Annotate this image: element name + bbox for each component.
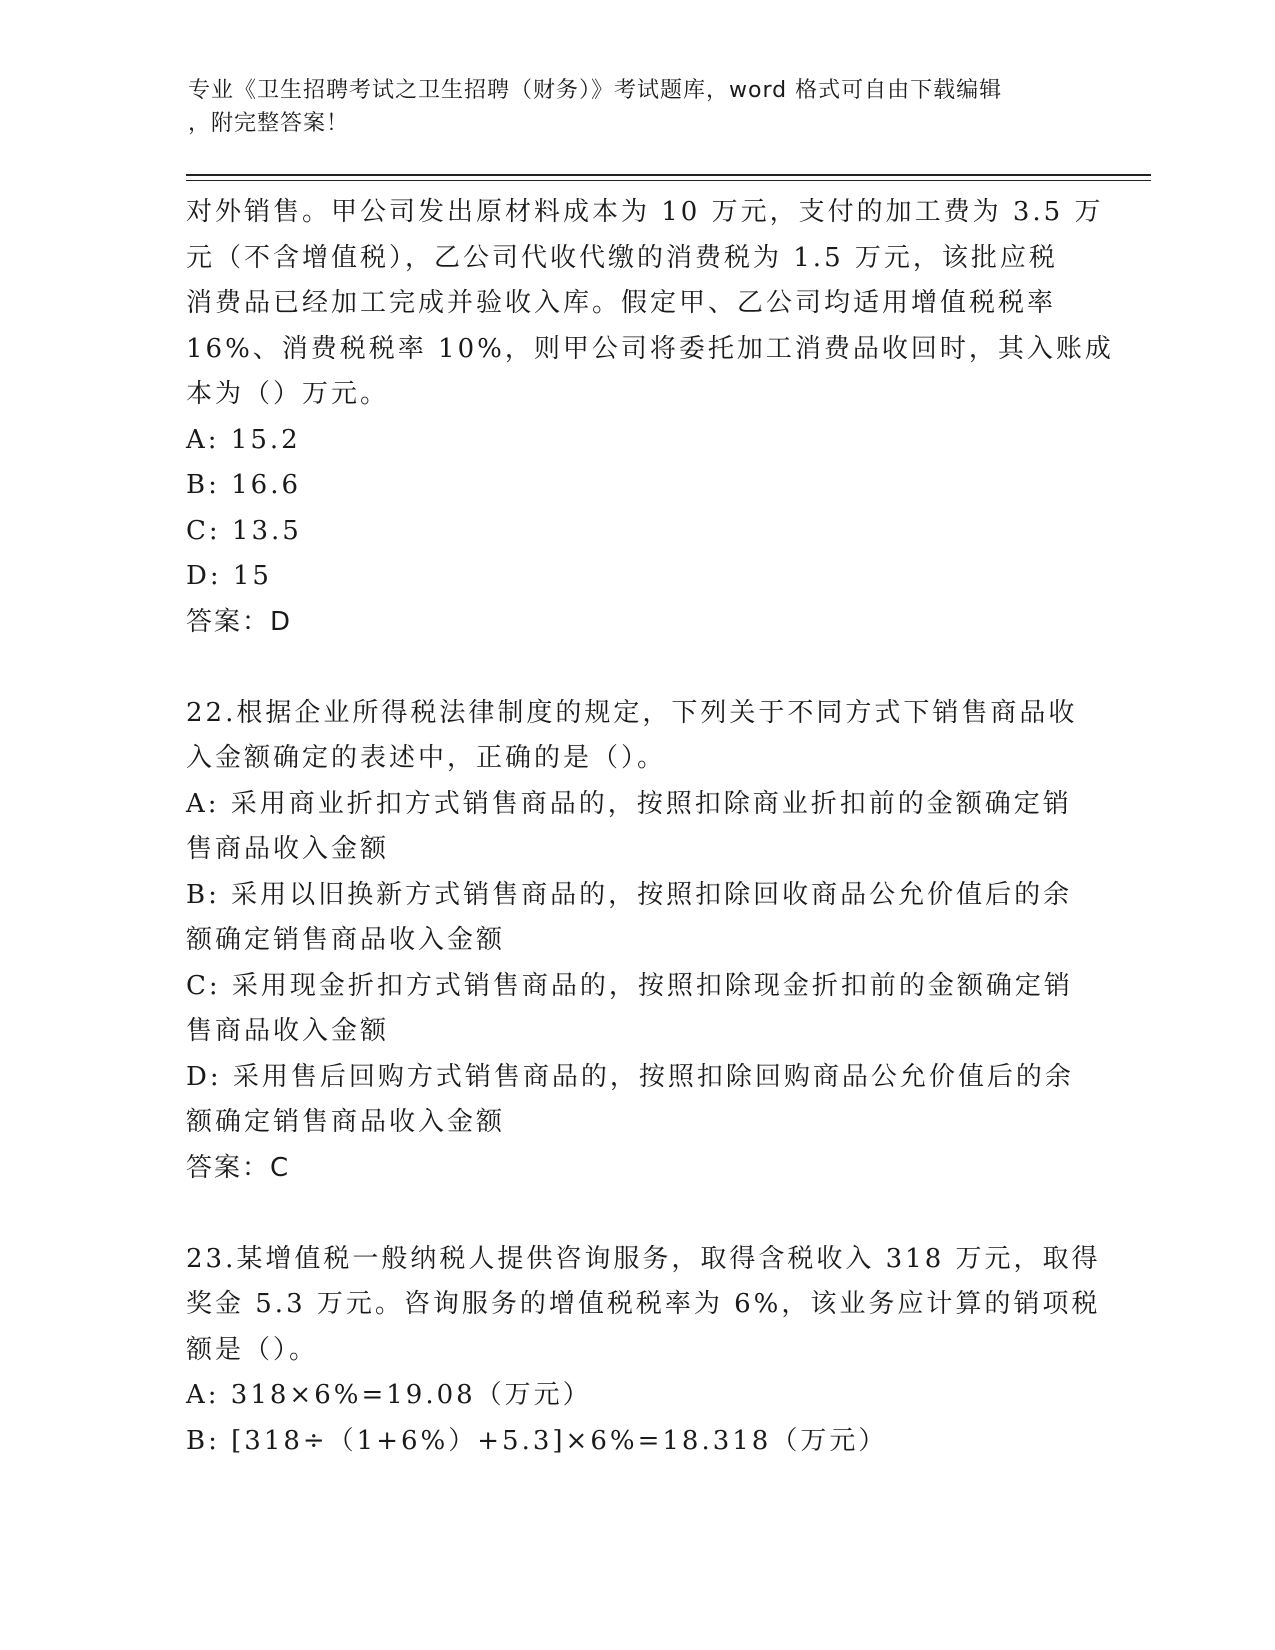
header-line-2: ，附完整答案！ <box>188 111 350 136</box>
question-23 <box>186 1237 1101 1465</box>
question-stem-line: 本为（）万元。 <box>186 379 390 409</box>
answer-label: 答案：C <box>186 1152 291 1183</box>
question-21 <box>186 190 1114 645</box>
option-b: B: [318÷（1+6%）+5.3]×6%=18.318（万元） <box>186 1425 888 1456</box>
option-a: A: 采用商业折扣方式销售商品的，按照扣除商业折扣前的金额确定销 <box>186 788 1072 819</box>
option-d: D: 15 <box>186 561 272 591</box>
spacer <box>186 645 1086 691</box>
header-line-1: 专业《卫生招聘考试之卫生招聘（财务）》考试题库，word 格式可自由下载编辑 <box>188 78 1003 103</box>
answer-label: 答案：D <box>186 606 293 637</box>
option-c: C: 13.5 <box>186 515 302 546</box>
question-stem-line: 奖金 5.3 万元。咨询服务的增值税税率为 6%，该业务应计算的销项税 <box>186 1289 1101 1319</box>
option-c-cont: 售商品收入金额 <box>186 1016 390 1046</box>
question-stem-line: 入金额确定的表述中，正确的是（）。 <box>186 743 667 773</box>
question-stem-line: 元（不含增值税），乙公司代收代缴的消费税为 1.5 万元，该批应税 <box>186 242 1058 273</box>
document-header <box>188 74 1088 140</box>
header-divider-thin <box>186 180 1151 181</box>
question-stem-line: 额是（）。 <box>186 1334 319 1365</box>
question-stem-line: 消费品已经加工完成并验收入库。假定甲、乙公司均适用增值税税率 <box>186 288 1057 318</box>
option-d: D: 采用售后回购方式销售商品的，按照扣除回购商品公允价值后的余 <box>186 1061 1074 1092</box>
question-stem-line: 23.某增值税一般纳税人提供咨询服务，取得含税收入 318 万元，取得 <box>186 1243 1101 1274</box>
option-b-cont: 额确定销售商品收入金额 <box>186 925 506 955</box>
document-body <box>186 190 1114 1464</box>
option-b: B: 采用以旧换新方式销售商品的，按照扣除回收商品公允价值后的余 <box>186 879 1073 910</box>
option-c: C: 采用现金折扣方式销售商品的，按照扣除现金折扣前的金额确定销 <box>186 970 1073 1001</box>
question-stem-line: 22.根据企业所得税法律制度的规定，下列关于不同方式下销售商品收 <box>186 697 1078 728</box>
option-a: A: 318×6%=19.08（万元） <box>186 1380 592 1410</box>
question-stem-line: 16%、消费税税率 10%，则甲公司将委托加工消费品收回时，其入账成 <box>186 333 1114 364</box>
option-a: A: 15.2 <box>186 424 301 455</box>
header-divider-thick <box>186 174 1151 176</box>
question-stem-line: 对外销售。甲公司发出原材料成本为 10 万元，支付的加工费为 3.5 万 <box>186 197 1104 227</box>
option-a-cont: 售商品收入金额 <box>186 834 390 864</box>
question-22 <box>186 691 1086 1192</box>
option-d-cont: 额确定销售商品收入金额 <box>186 1107 506 1137</box>
spacer <box>186 1191 1086 1237</box>
option-b: B: 16.6 <box>186 470 302 500</box>
